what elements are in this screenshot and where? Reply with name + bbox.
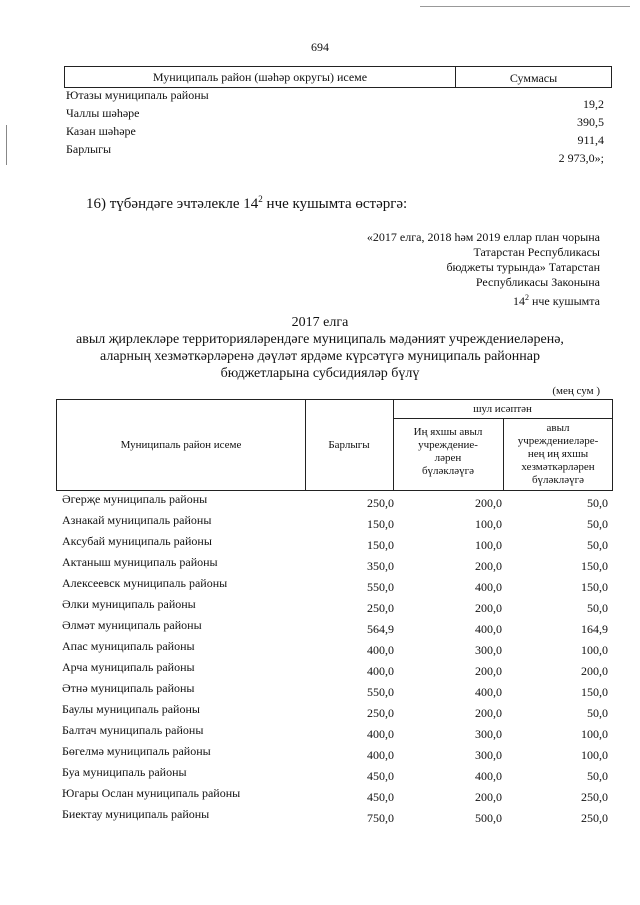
- district-name-cell: Баулы муниципаль районы: [62, 702, 200, 716]
- total-cell: 150,0: [367, 538, 394, 552]
- summary-row: [64, 106, 612, 129]
- district-name-cell: Биектау муниципаль районы: [62, 807, 210, 821]
- district-name-cell: Әлмәт муниципаль районы: [62, 618, 202, 632]
- header-line: авыл: [546, 422, 570, 434]
- table-row: [56, 659, 613, 680]
- summary-header-sum: Суммасы: [509, 71, 558, 85]
- institutions-cell: 200,0: [475, 496, 502, 510]
- institutions-cell: 200,0: [475, 559, 502, 573]
- total-cell: 400,0: [367, 643, 394, 657]
- table-row: [56, 596, 613, 617]
- workers-cell: 50,0: [587, 601, 608, 615]
- scan-artifact-line: [420, 6, 630, 7]
- table-row: [56, 554, 613, 575]
- summary-row-name: Ютазы муниципаль районы: [66, 88, 209, 102]
- scan-artifact-edge: [6, 125, 7, 165]
- header-line: бүләкләүгә: [531, 474, 585, 486]
- district-name-cell: Аксубай муниципаль районы: [62, 534, 212, 548]
- district-name-cell: Әгерҗе муниципаль районы: [62, 492, 208, 506]
- district-name-cell: Бөгелмә муниципаль районы: [62, 744, 211, 758]
- workers-cell: 50,0: [587, 496, 608, 510]
- total-cell: 250,0: [367, 496, 394, 510]
- workers-cell: 50,0: [587, 517, 608, 531]
- workers-cell: 250,0: [581, 790, 608, 804]
- institutions-cell: 400,0: [475, 580, 502, 594]
- total-cell: 400,0: [367, 748, 394, 762]
- main-table-body: [56, 491, 613, 827]
- institutions-cell: 200,0: [475, 790, 502, 804]
- total-cell: 350,0: [367, 559, 394, 573]
- main-table-header: [56, 399, 613, 491]
- workers-cell: 100,0: [581, 727, 608, 741]
- annex-suffix: нче кушымта: [528, 294, 600, 308]
- institutions-cell: 200,0: [475, 664, 502, 678]
- district-name-cell: Балтач муниципаль районы: [62, 723, 204, 737]
- header-including: шул исәптән: [393, 400, 612, 419]
- total-cell: 450,0: [367, 769, 394, 783]
- total-cell: 750,0: [367, 811, 394, 825]
- district-name-cell: Апас муниципаль районы: [62, 639, 195, 653]
- workers-cell: 50,0: [587, 769, 608, 783]
- point16-text: 16) түбәндәге эчтәлекле 14: [86, 196, 259, 212]
- district-name-cell: Әлки муниципаль районы: [62, 597, 196, 611]
- point16-tail: нче кушымта өстәргә:: [262, 196, 408, 212]
- total-cell: 400,0: [367, 727, 394, 741]
- annex-line: Республикасы Законына: [475, 275, 600, 289]
- table-row: [56, 533, 613, 554]
- workers-cell: 50,0: [587, 706, 608, 720]
- total-cell: 150,0: [367, 517, 394, 531]
- header-line: нең иң яхшы: [527, 448, 589, 460]
- table-row: [56, 743, 613, 764]
- table-row: [56, 806, 613, 827]
- title-line: аларның хезмәткәрләренә дәүләт ярдәме күрсәтүгә муниципаль районнар: [100, 349, 540, 364]
- title-line: бюджетларына субсидияләр бүлү: [220, 366, 420, 381]
- institutions-cell: 500,0: [475, 811, 502, 825]
- annex-line: «2017 елга, 2018 һәм 2019 еллар план чорына: [366, 230, 600, 244]
- annex-line: Татарстан Республикасы: [473, 245, 600, 259]
- summary-row-total: [64, 142, 612, 165]
- header-line: хезмәткәрләрен: [521, 461, 595, 473]
- institutions-cell: 400,0: [475, 769, 502, 783]
- summary-row-value: 19,2: [583, 97, 604, 111]
- table-row: [56, 617, 613, 638]
- header-line: Иң яхшы авыл: [413, 426, 483, 438]
- district-name-cell: Азнакай муниципаль районы: [62, 513, 212, 527]
- institutions-cell: 300,0: [475, 748, 502, 762]
- header-workers: [504, 418, 612, 490]
- institutions-cell: 400,0: [475, 685, 502, 699]
- header-line: бүләкләүгә: [421, 465, 475, 477]
- annex-line-number: [367, 290, 600, 309]
- annex-number: 14: [512, 294, 525, 308]
- total-cell: 250,0: [367, 706, 394, 720]
- district-name-cell: Актаныш муниципаль районы: [62, 555, 218, 569]
- institutions-cell: 200,0: [475, 706, 502, 720]
- page-number: 694: [311, 40, 329, 54]
- institutions-cell: 400,0: [475, 622, 502, 636]
- title-line: авыл җирлекләре территорияләрендәге муниципаль мәдәният учреждениеләренә,: [76, 332, 564, 347]
- institutions-cell: 100,0: [475, 517, 502, 531]
- title-line: 2017 елга: [291, 315, 349, 330]
- units-label: (мең сум ): [552, 385, 600, 397]
- table-title: [0, 314, 640, 382]
- total-cell: 450,0: [367, 790, 394, 804]
- header-line: учреждениеләре-: [517, 435, 599, 447]
- header-total: Барлыгы: [305, 400, 394, 490]
- header-district-name: Муниципаль район исеме: [57, 400, 306, 490]
- table-row: [56, 512, 613, 533]
- table-row: [56, 785, 613, 806]
- workers-cell: 100,0: [581, 643, 608, 657]
- institutions-cell: 300,0: [475, 643, 502, 657]
- summary-row-name: Казан шәһәре: [66, 124, 136, 138]
- header-line: учреждение-: [418, 439, 478, 451]
- annex-superscript: 2: [524, 293, 529, 302]
- summary-table: [64, 66, 612, 165]
- header-line: ләрен: [434, 452, 462, 464]
- summary-row-name: Чаллы шәһәре: [66, 106, 140, 120]
- district-name-cell: Алексеевск муниципаль районы: [62, 576, 228, 590]
- institutions-cell: 200,0: [475, 601, 502, 615]
- summary-row-value: 911,4: [577, 133, 604, 147]
- header-institutions: [393, 418, 504, 490]
- district-name-cell: Арча муниципаль районы: [62, 660, 195, 674]
- annex-reference: [367, 230, 600, 309]
- institutions-cell: 100,0: [475, 538, 502, 552]
- workers-cell: 250,0: [581, 811, 608, 825]
- summary-row-value: 2 973,0»;: [558, 151, 604, 165]
- summary-row: [64, 124, 612, 147]
- table-row: [56, 680, 613, 701]
- summary-table-header: [64, 66, 612, 88]
- district-name-cell: Әтнә муниципаль районы: [62, 681, 195, 695]
- table-row: [56, 491, 613, 512]
- workers-cell: 100,0: [581, 748, 608, 762]
- table-row: [56, 575, 613, 596]
- institutions-cell: 300,0: [475, 727, 502, 741]
- workers-cell: 150,0: [581, 580, 608, 594]
- summary-row-name: Барлыгы: [66, 142, 112, 156]
- district-name-cell: Буа муниципаль районы: [62, 765, 187, 779]
- summary-header-name: Муниципаль район (шәһәр округы) исеме: [65, 67, 456, 87]
- table-row: [56, 701, 613, 722]
- table-row: [56, 722, 613, 743]
- summary-row-value: 390,5: [577, 115, 604, 129]
- summary-row: [64, 88, 612, 111]
- annex-line: бюджеты турында» Татарстан: [446, 260, 600, 274]
- total-cell: 550,0: [367, 685, 394, 699]
- total-cell: 564,9: [367, 622, 394, 636]
- workers-cell: 50,0: [587, 538, 608, 552]
- table-row: [56, 764, 613, 785]
- table-row: [56, 638, 613, 659]
- total-cell: 400,0: [367, 664, 394, 678]
- amendment-point-16: [86, 194, 407, 213]
- point16-superscript: 2: [258, 194, 263, 204]
- district-name-cell: Югары Ослан муниципаль районы: [62, 786, 241, 800]
- workers-cell: 200,0: [581, 664, 608, 678]
- workers-cell: 150,0: [581, 559, 608, 573]
- workers-cell: 164,9: [581, 622, 608, 636]
- total-cell: 250,0: [367, 601, 394, 615]
- workers-cell: 150,0: [581, 685, 608, 699]
- total-cell: 550,0: [367, 580, 394, 594]
